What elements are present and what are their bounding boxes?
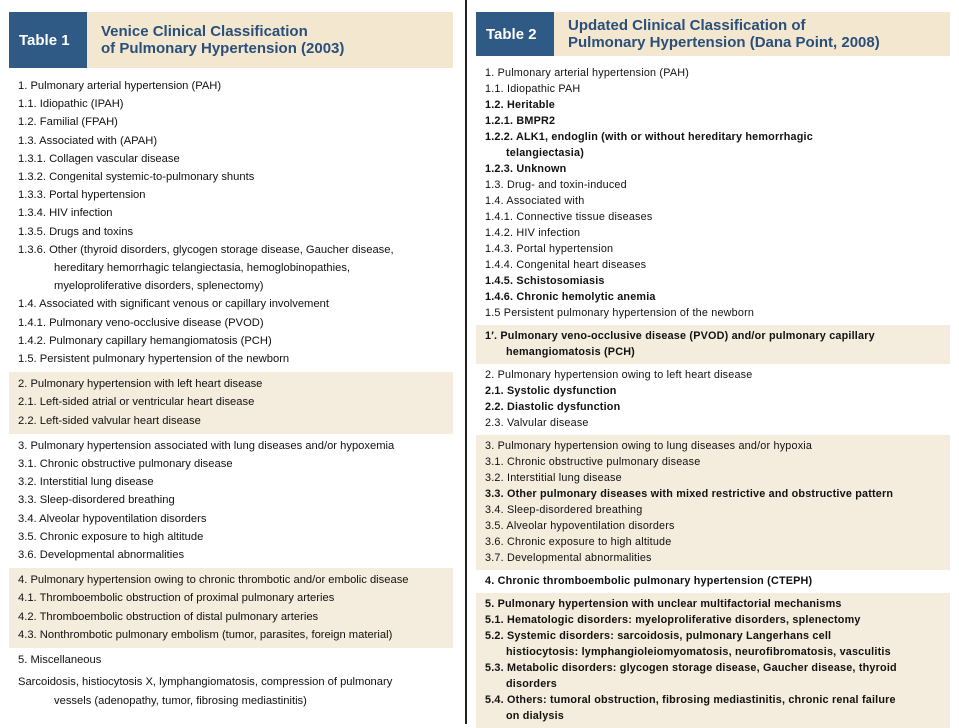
classification-line: 1.2. Familial (FPAH) xyxy=(18,116,118,129)
classification-line: 1.3. Drug- and toxin-induced xyxy=(485,179,627,191)
classification-section xyxy=(9,74,453,372)
classification-line: 2. Pulmonary hypertension with left heart disease xyxy=(18,378,263,391)
classification-line: 1.4.4. Congenital heart diseases xyxy=(485,259,647,271)
classification-line: 4.2. Thromboembolic obstruction of distal pulmonary arteries xyxy=(18,610,319,623)
classification-section xyxy=(476,364,950,435)
classification-line: 3.5. Chronic exposure to high altitude xyxy=(18,530,204,543)
classification-line: 1.2.1. BMPR2 xyxy=(485,115,556,127)
table-1-panel xyxy=(9,12,453,712)
classification-line: 4.3. Nonthrombotic pulmonary embolism (tumor, parasites, foreign material) xyxy=(18,628,393,641)
classification-line: hemangiomatosis (PCH) xyxy=(506,346,635,358)
classification-line: 1.3.4. HIV infection xyxy=(18,207,113,220)
classification-line: 1.4.1. Pulmonary veno-occlusive disease (PVOD) xyxy=(18,316,264,329)
classification-line: disorders xyxy=(506,678,558,690)
table-2-body xyxy=(476,62,950,728)
classification-section xyxy=(9,568,453,648)
classification-section xyxy=(476,593,950,728)
classification-section xyxy=(9,434,453,568)
classification-line: 3. Pulmonary hypertension owing to lung diseases and/or hypoxia xyxy=(485,440,813,452)
classification-line: 1.3.6. Other (thyroid disorders, glycogen storage disease, Gaucher disease, xyxy=(18,243,394,256)
classification-line: 2.2. Diastolic dysfunction xyxy=(485,401,621,413)
classification-line: 2.1. Left-sided atrial or ventricular heart disease xyxy=(18,396,255,409)
table-2-badge: Table 2 xyxy=(476,12,554,56)
classification-line: 3.5. Alveolar hypoventilation disorders xyxy=(485,520,675,532)
classification-line: 1.5 Persistent pulmonary hypertension of the newborn xyxy=(485,307,755,319)
classification-line: 2.3. Valvular disease xyxy=(485,417,589,429)
classification-line: 1.4.6. Chronic hemolytic anemia xyxy=(485,291,656,303)
classification-line: 5. Miscellaneous xyxy=(18,654,102,667)
classification-line: 1.3.2. Congenital systemic-to-pulmonary shunts xyxy=(18,171,255,184)
classification-line: 2. Pulmonary hypertension owing to left heart disease xyxy=(485,369,753,381)
classification-line: 3.1. Chronic obstructive pulmonary disease xyxy=(485,456,701,468)
classification-line: 4.1. Thromboembolic obstruction of proximal pulmonary arteries xyxy=(18,592,335,605)
classification-line: vessels (adenopathy, tumor, fibrosing mediastinitis) xyxy=(54,694,307,707)
classification-section xyxy=(9,372,453,434)
classification-line: 3.3. Other pulmonary diseases with mixed restrictive and obstructive pattern xyxy=(485,488,894,500)
classification-line: 5.1. Hematologic disorders: myeloproliferative disorders, splenectomy xyxy=(485,614,861,626)
classification-line: 4. Pulmonary hypertension owing to chronic thrombotic and/or embolic disease xyxy=(18,574,409,587)
classification-line: 1.1. Idiopathic (IPAH) xyxy=(18,98,124,111)
classification-line: 5.4. Others: tumoral obstruction, fibrosing mediastinitis, chronic renal failure xyxy=(485,694,896,706)
classification-line: histiocytosis: lymphangioleiomyomatosis, neurofibromatosis, vasculitis xyxy=(506,646,891,658)
classification-line: 1.3.3. Portal hypertension xyxy=(18,189,146,202)
classification-line: 3.2. Interstitial lung disease xyxy=(18,476,154,489)
classification-line: Sarcoidosis, histiocytosis X, lymphangiomatosis, compression of pulmonary xyxy=(18,676,393,689)
classification-section xyxy=(476,570,950,593)
classification-line: 3.4. Sleep-disordered breathing xyxy=(485,504,643,516)
classification-line: 4. Chronic thromboembolic pulmonary hypertension (CTEPH) xyxy=(485,575,813,587)
classification-line: 1.1. Idiopathic PAH xyxy=(485,83,581,95)
classification-line: 1.4.5. Schistosomiasis xyxy=(485,275,605,287)
classification-line: 1′. Pulmonary veno-occlusive disease (PVOD) and/or pulmonary capillary xyxy=(485,330,875,342)
classification-line: 5. Pulmonary hypertension with unclear multifactorial mechanisms xyxy=(485,598,842,610)
classification-section xyxy=(476,62,950,325)
classification-line: 3.7. Developmental abnormalities xyxy=(485,552,652,564)
table-2-title: Updated Clinical Classification of Pulmonary Hypertension (Dana Point, 2008) xyxy=(568,17,880,51)
classification-line: 1.3. Associated with (APAH) xyxy=(18,134,158,147)
classification-line: 5.3. Metabolic disorders: glycogen storage disease, Gaucher disease, thyroid xyxy=(485,662,897,674)
classification-line: 1.4. Associated with xyxy=(485,195,585,207)
classification-line: 3.6. Developmental abnormalities xyxy=(18,549,185,562)
classification-section xyxy=(476,435,950,570)
classification-line: 1.3.5. Drugs and toxins xyxy=(18,225,134,238)
table-1-title: Venice Clinical Classification of Pulmonary Hypertension (2003) xyxy=(101,23,345,57)
panel-divider xyxy=(465,0,467,724)
table-1-header xyxy=(9,12,453,68)
classification-line: 1. Pulmonary arterial hypertension (PAH) xyxy=(485,67,690,79)
classification-line: 3.4. Alveolar hypoventilation disorders xyxy=(18,512,207,525)
classification-line: 3.2. Interstitial lung disease xyxy=(485,472,622,484)
classification-line: 2.1. Systolic dysfunction xyxy=(485,385,617,397)
classification-line: 1.2. Heritable xyxy=(485,99,556,111)
table-1-badge: Table 1 xyxy=(9,12,87,68)
classification-line: 3.1. Chronic obstructive pulmonary disease xyxy=(18,458,233,471)
classification-line: 1.4.1. Connective tissue diseases xyxy=(485,211,653,223)
classification-line: 1.3.1. Collagen vascular disease xyxy=(18,152,180,165)
classification-line: 1.5. Persistent pulmonary hypertension of the newborn xyxy=(18,353,290,366)
classification-line: hereditary hemorrhagic telangiectasia, hemoglobinopathies, xyxy=(54,262,351,275)
classification-line: telangiectasia) xyxy=(506,147,585,159)
classification-line: myeloproliferative disorders, splenectomy) xyxy=(54,280,264,293)
classification-section xyxy=(476,325,950,364)
classification-line: 2.2. Left-sided valvular heart disease xyxy=(18,414,201,427)
table-2-header xyxy=(476,12,950,56)
classification-line: 3.3. Sleep-disordered breathing xyxy=(18,494,175,507)
classification-line: 1.2.2. ALK1, endoglin (with or without hereditary hemorrhagic xyxy=(485,131,813,143)
classification-line: on dialysis xyxy=(506,710,565,722)
classification-line: 1.2.3. Unknown xyxy=(485,163,567,175)
classification-line: 1.4.2. Pulmonary capillary hemangiomatosis (PCH) xyxy=(18,334,272,347)
classification-line: 1.4.3. Portal hypertension xyxy=(485,243,614,255)
classification-line: 1. Pulmonary arterial hypertension (PAH) xyxy=(18,80,222,92)
classification-section xyxy=(9,648,453,714)
classification-line: 1.4. Associated with significant venous or capillary involvement xyxy=(18,298,329,311)
table-1-body xyxy=(9,74,453,714)
classification-line: 5.2. Systemic disorders: sarcoidosis, pulmonary Langerhans cell xyxy=(485,630,832,642)
classification-line: 1.4.2. HIV infection xyxy=(485,227,581,239)
table-2-panel xyxy=(476,12,950,722)
classification-line: 3.6. Chronic exposure to high altitude xyxy=(485,536,672,548)
classification-line: 3. Pulmonary hypertension associated with lung diseases and/or hypoxemia xyxy=(18,439,395,452)
